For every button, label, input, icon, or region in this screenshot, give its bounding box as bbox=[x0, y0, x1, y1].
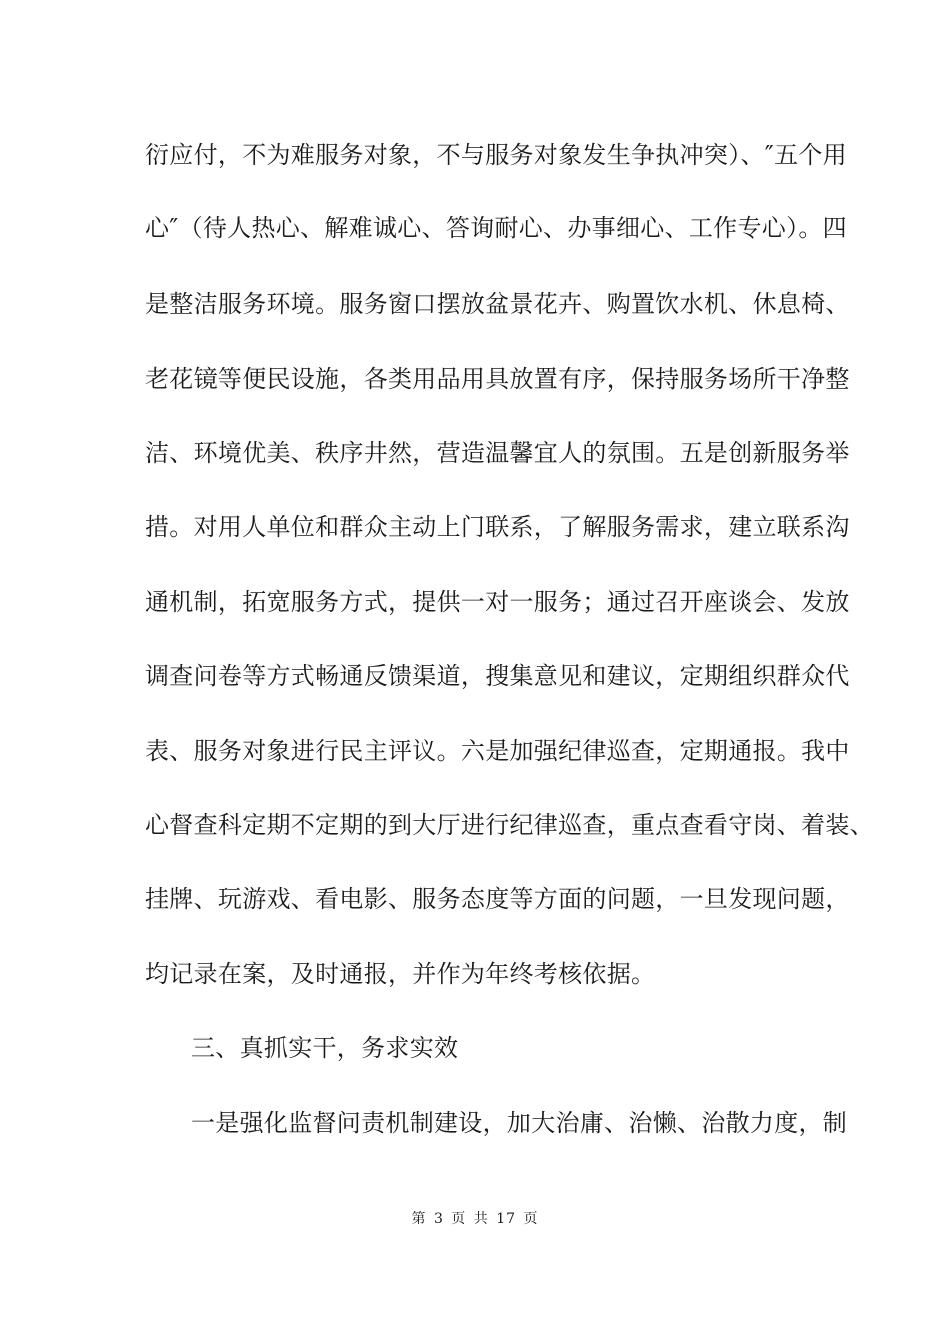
body-text-line: 老花镜等便民设施，各类用品用具放置有序，保持服务场所干净整 bbox=[145, 365, 850, 393]
body-text-line: 是整洁服务环境。服务窗口摆放盆景花卉、购置饮水机、休息椅、 bbox=[145, 290, 850, 318]
section-heading: 三、真抓实干，务求实效 bbox=[191, 1034, 459, 1062]
body-text-line: 衍应付，不为难服务对象，不与服务对象发生争执冲突）、″五个用 bbox=[145, 141, 847, 169]
body-text-line: 表、服务对象进行民主评议。六是加强纪律巡查，定期通报。我中 bbox=[145, 737, 850, 765]
body-text-line: 洁、环境优美、秩序井然，营造温馨宜人的氛围。五是创新服务举 bbox=[145, 439, 850, 467]
body-text-line: 均记录在案，及时通报，并作为年终考核依据。 bbox=[145, 960, 656, 988]
body-text-line: 一是强化监督问责机制建设，加大治庸、治懒、治散力度，制 bbox=[191, 1109, 848, 1137]
body-text-line: 调查问卷等方式畅通反馈渠道，搜集意见和建议，定期组织群众代 bbox=[145, 662, 850, 690]
body-text-line: 通机制，拓宽服务方式，提供一对一服务；通过召开座谈会、发放 bbox=[145, 588, 850, 616]
body-text-line: 心督查科定期不定期的到大厅进行纪律巡查，重点查看守岗、着装、 bbox=[145, 811, 874, 839]
body-text-line: 措。对用人单位和群众主动上门联系，了解服务需求，建立联系沟 bbox=[145, 513, 850, 541]
body-text-line: 挂牌、玩游戏、看电影、服务态度等方面的问题，一旦发现问题， bbox=[145, 885, 850, 913]
body-text-line: 心″（待人热心、解难诚心、答询耐心、办事细心、工作专心）。四 bbox=[145, 214, 847, 242]
page-number-footer: 第 3 页 共 17 页 bbox=[411, 1211, 539, 1227]
